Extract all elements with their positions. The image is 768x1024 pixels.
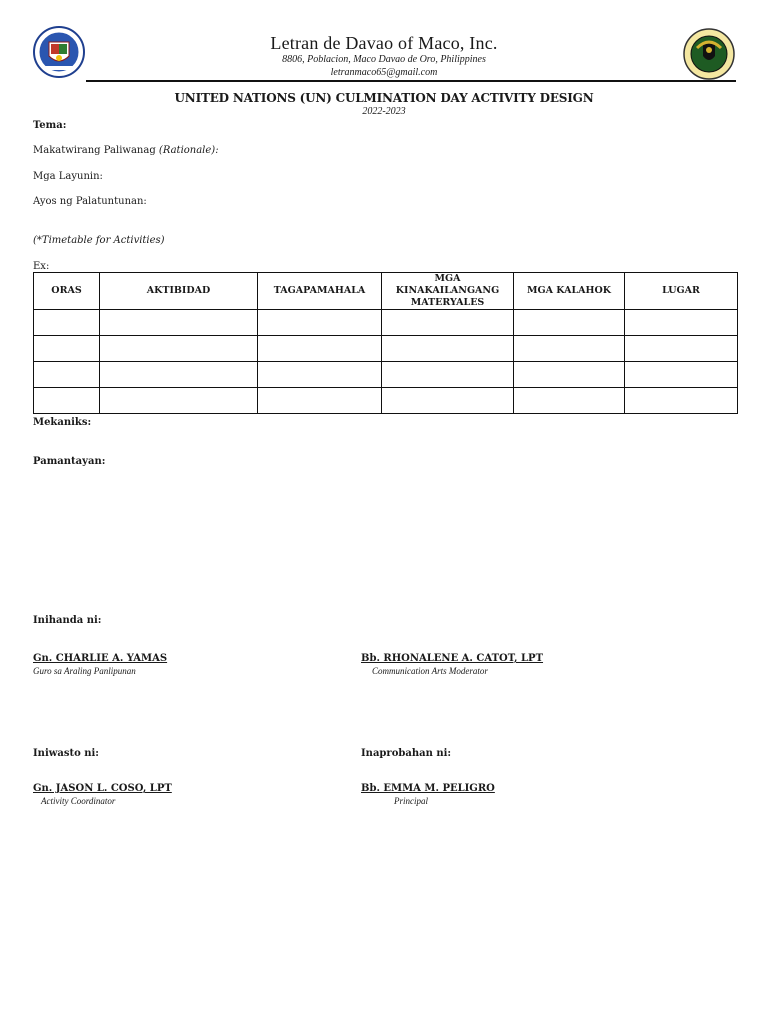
preparer2-role: Communication Arts Moderator	[372, 666, 488, 676]
checker-name: Gn. JASON L. COSO, LPT	[33, 783, 172, 794]
approver-name: Bb. EMMA M. PELIGRO	[361, 783, 495, 794]
preparer1-name: Gn. CHARLIE A. YAMAS	[33, 653, 168, 664]
schedule-table	[33, 272, 738, 414]
table-cell[interactable]	[100, 336, 258, 362]
checked-by-label: Iniwasto ni:	[33, 748, 99, 759]
table-cell[interactable]	[258, 310, 382, 336]
table-cell[interactable]	[34, 388, 100, 414]
preparer2-name: Bb. RHONALENE A. CATOT, LPT	[361, 653, 544, 664]
table-cell[interactable]	[514, 336, 625, 362]
rationale-note: (Rationale):	[158, 145, 219, 156]
table-cell[interactable]	[258, 388, 382, 414]
table-row	[34, 310, 738, 336]
table-cell[interactable]	[514, 362, 625, 388]
table-cell[interactable]	[514, 310, 625, 336]
col-header-oras: ORAS	[34, 273, 100, 310]
table-cell[interactable]	[514, 388, 625, 414]
table-cell[interactable]	[100, 362, 258, 388]
timetable-note: (*Timetable for Activities)	[33, 235, 165, 246]
table-row	[34, 336, 738, 362]
table-cell[interactable]	[382, 388, 514, 414]
document-title: UNITED NATIONS (UN) CULMINATION DAY ACTIVITY DESIGN	[174, 91, 594, 105]
table-row	[34, 362, 738, 388]
example-label: Ex:	[33, 261, 50, 272]
table-cell[interactable]	[625, 310, 738, 336]
rationale-line	[33, 145, 219, 156]
table-cell[interactable]	[34, 310, 100, 336]
school-name: Letran de Davao of Maco, Inc.	[270, 33, 498, 53]
table-cell[interactable]	[100, 310, 258, 336]
rationale-label: Makatwirang Paliwanag	[33, 145, 156, 156]
table-cell[interactable]	[625, 336, 738, 362]
table-cell[interactable]	[625, 388, 738, 414]
col-header-aktibidad: AKTIBIDAD	[100, 273, 258, 310]
header-divider	[86, 80, 736, 82]
preparer1-role: Guro sa Araling Panlipunan	[33, 666, 136, 676]
col-header-kalahok: MGA KALAHOK	[514, 273, 625, 310]
approver-role: Principal	[394, 796, 428, 806]
col-header-materyales	[382, 273, 514, 310]
prepared-by-label: Inihanda ni:	[33, 615, 102, 626]
table-row	[34, 388, 738, 414]
table-cell[interactable]	[34, 336, 100, 362]
school-email: letranmaco65@gmail.com	[330, 67, 438, 78]
table-header-row	[34, 273, 738, 310]
materyales-line1: MGA KINAKAILANGANG	[395, 273, 500, 296]
mekaniks-label: Mekaniks:	[33, 417, 92, 428]
palatuntunan-label: Ayos ng Palatuntunan:	[33, 196, 147, 207]
materyales-line2: MATERYALES	[410, 297, 485, 308]
checker-role: Activity Coordinator	[41, 796, 116, 806]
col-header-lugar: LUGAR	[625, 273, 738, 310]
tema-label: Tema:	[33, 120, 67, 131]
layunin-label: Mga Layunin:	[33, 171, 103, 182]
table-cell[interactable]	[382, 336, 514, 362]
table-cell[interactable]	[258, 336, 382, 362]
col-header-tagapamahala: TAGAPAMAHALA	[258, 273, 382, 310]
school-address: 8806, Poblacion, Maco Davao de Oro, Philippines	[282, 54, 486, 65]
table-cell[interactable]	[625, 362, 738, 388]
table-cell[interactable]	[258, 362, 382, 388]
table-cell[interactable]	[34, 362, 100, 388]
table-cell[interactable]	[382, 310, 514, 336]
table-cell[interactable]	[100, 388, 258, 414]
school-year: 2022-2023	[362, 106, 406, 117]
pamantayan-label: Pamantayan:	[33, 456, 106, 467]
approved-by-label: Inaprobahan ni:	[361, 748, 452, 759]
table-cell[interactable]	[382, 362, 514, 388]
